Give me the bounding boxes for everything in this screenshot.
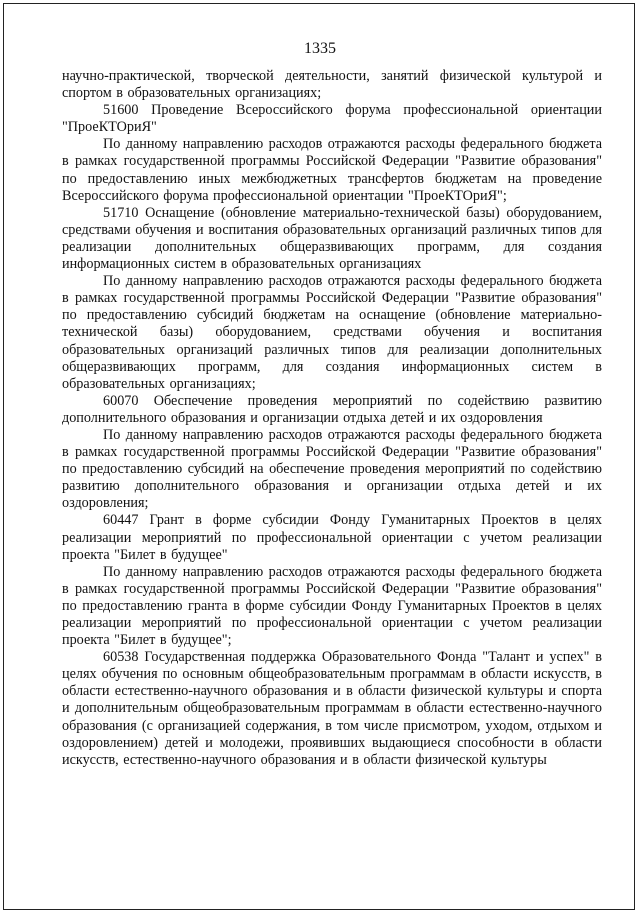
paragraph-code-60070: 60070 Обеспечение проведения мероприятий по содействию развитию дополнительного образования и организации отдыха детей и их оздоровления	[62, 392, 602, 426]
paragraph-code-60447: 60447 Грант в форме субсидии Фонду Гуманитарных Проектов в целях реализации мероприятий по профессиональной ориентации с учетом реализации проекта "Билет в будущее"	[62, 512, 602, 563]
paragraph-continuation: научно-практической, творческой деятельности, занятий физической культурой и спортом в образовательных организациях;	[62, 68, 602, 102]
paragraph-description-51600: По данному направлению расходов отражаются расходы федерального бюджета в рамках государственной программы Российской Федерации "Развитие образования" по предоставлению иных межбюджетных трансфертов бюджетам на проведение Всероссийского форума профессиональной ориентации "ПроеКТОриЯ";	[62, 136, 602, 204]
document-body	[62, 68, 602, 769]
paragraph-code-51600: 51600 Проведение Всероссийского форума профессиональной ориентации "ПроеКТОриЯ"	[62, 102, 602, 136]
paragraph-description-60070: По данному направлению расходов отражаются расходы федерального бюджета в рамках государственной программы Российской Федерации "Развитие образования" по предоставлению субсидий на обеспечение проведения мероприятий по содействию развитию дополнительного образования и организации отдыха детей и их оздоровления;	[62, 426, 602, 512]
paragraph-code-60538: 60538 Государственная поддержка Образовательного Фонда "Талант и успех" в целях обучения по основным общеобразовательным программам в области искусств, в области естественно-научного образования и в области физической культуры и спорта и дополнительным общеобразовательным программам в области естественно-научного образования (с организацией содержания, в том числе присмотром, уходом, отдыхом и оздоровлением) детей и молодежи, проявивших выдающиеся способности в области искусств, естественно-научного образования и в области физической культуры	[62, 649, 602, 768]
paragraph-description-60447: По данному направлению расходов отражаются расходы федерального бюджета в рамках государственной программы Российской Федерации "Развитие образования" по предоставлению гранта в форме субсидии Фонду Гуманитарных Проектов в целях реализации мероприятий по профессиональной ориентации с учетом реализации проекта "Билет в будущее";	[62, 563, 602, 649]
paragraph-description-51710: По данному направлению расходов отражаются расходы федерального бюджета в рамках государственной программы Российской Федерации "Развитие образования" по предоставлению субсидий бюджетам на оснащение (обновление материально-технической базы) оборудованием, средствами обучения и воспитания образовательных организаций различных типов для реализации дополнительных общеразвивающих программ, для создания информационных систем в образовательных организациях;	[62, 273, 602, 392]
paragraph-code-51710: 51710 Оснащение (обновление материально-технической базы) оборудованием, средствами обучения и воспитания образовательных организаций различных типов для реализации дополнительных общеразвивающих программ, для создания информационных систем в образовательных организациях	[62, 204, 602, 273]
page-number: 1335	[304, 40, 336, 57]
